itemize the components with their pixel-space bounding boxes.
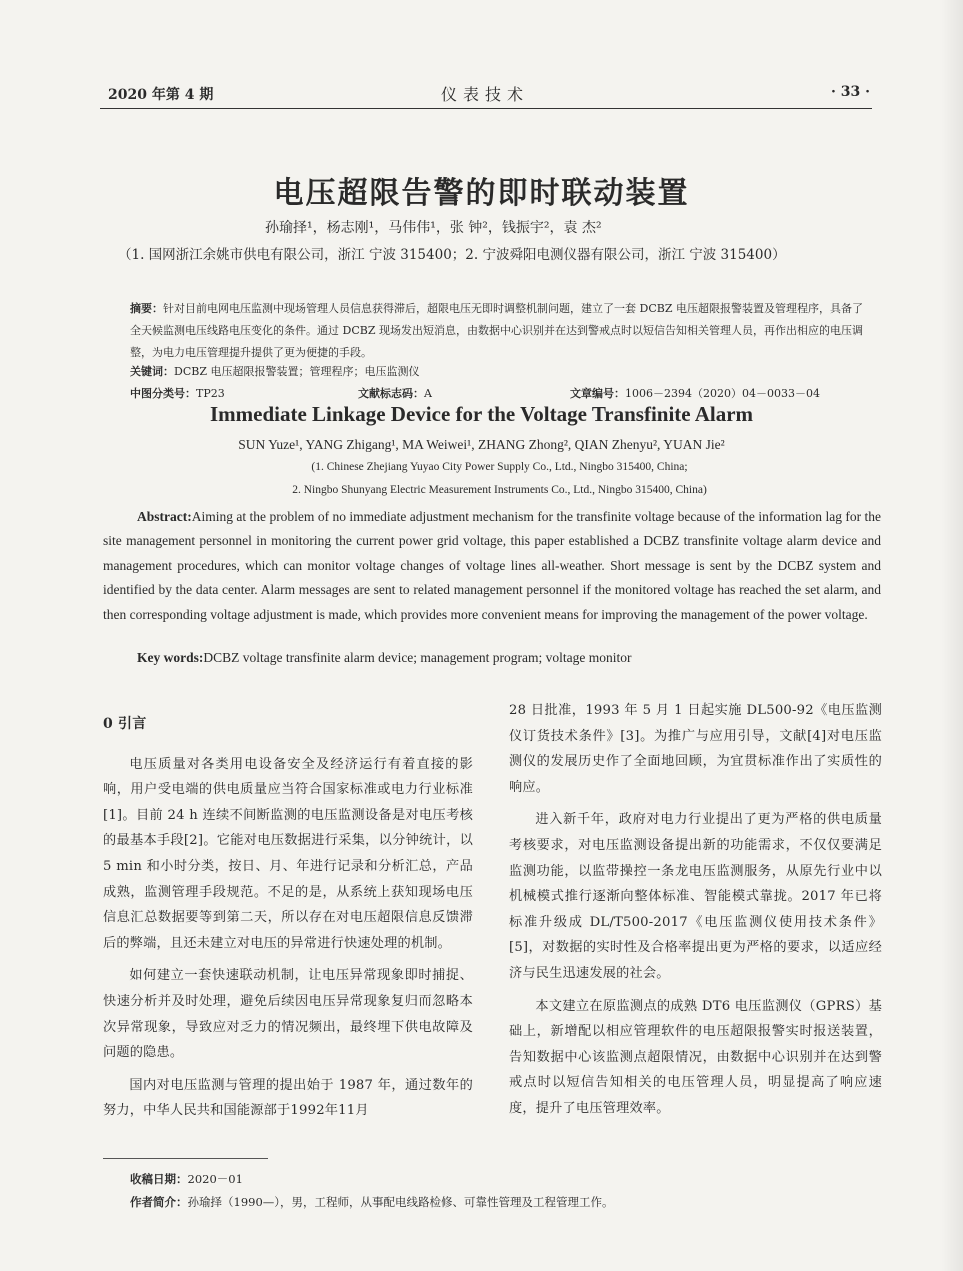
clc-number: 中图分类号：TP23 xyxy=(130,387,225,400)
footnote-divider xyxy=(103,1158,268,1159)
abstract-chinese-text: 针对目前电网电压监测中现场管理人员信息获得滞后，超限电压无即时调整机制问题，建立了一套 DCBZ 电压超限报警装置及管理程序，具备了全天候监测电压线路电压变化的条件。通过 DCBZ 现场发出短消息，由数据中心识别并在达到警戒点时以短信告知相关管理人员，再作出相应的电压调整，为电力电压管理提升提供了更为便捷的手段。 xyxy=(130,302,863,359)
abstract-english-label: Abstract: xyxy=(137,509,192,524)
section-heading: 0 引言 xyxy=(103,716,147,732)
page-number: · 33 · xyxy=(831,84,870,100)
classification-line xyxy=(130,385,870,401)
authors-chinese: 孙瑜择¹，杨志刚¹，马伟伟¹，张 钟²，钱振宇²，袁 杰² xyxy=(265,220,602,236)
header-divider xyxy=(100,108,872,109)
received-date-note: 收稿日期：2020－01 xyxy=(130,1172,243,1186)
body-paragraph: 如何建立一套快速联动机制，让电压异常现象即时捕捉、快速分析并及时处理，避免后续因电压异常现象复归而忽略本次异常现象，导致应对乏力的情况频出，最终埋下供电故障及问题的隐患。 xyxy=(103,968,473,1061)
body-paragraph: 国内对电压监测与管理的提出始于 1987 年，通过数年的努力，中华人民共和国能源部于1992年11月 xyxy=(103,1077,473,1119)
keywords-chinese xyxy=(130,363,870,379)
authors-english: SUN Yuze¹, YANG Zhigang¹, MA Weiwei¹, ZHANG Zhong², QIAN Zhenyu², YUAN Jie² xyxy=(238,437,725,452)
abstract-chinese xyxy=(130,298,870,364)
abstract-english-text: Aiming at the problem of no immediate adjustment mechanism for the transfinite voltage because of the information lag for the site management personnel in monitoring the current power grid voltage, this paper established a DCBZ transfinite voltage alarm device and management procedures, which can monitor voltage changes of voltage lines all-weather. Short message is sent by the DCBZ system and identified by the data center. Alarm messages are sent to related management personnel if the monitored voltage has reached the set alarm, and then corresponding voltage adjustment is made, which provides more convenient means for improving the management of the power voltage. xyxy=(103,509,881,622)
paper-title-chinese: 电压超限告警的即时联动装置 xyxy=(273,176,690,211)
abstract-chinese-label: 摘要： xyxy=(130,302,163,315)
body-paragraph: 28 日批准，1993 年 5 月 1 日起实施 DL500-92《电压监测仪订货技术条件》[3]。为推广与应用引导，文献[4]对电压监测仪的发展历史作了全面地回顾，为宜贯标准作出了实质性的响应。 xyxy=(509,703,882,795)
keywords-english-text: DCBZ voltage transfinite alarm device; management program; voltage monitor xyxy=(203,650,632,665)
body-column-right xyxy=(509,698,882,1129)
affiliation-english-2: 2. Ningbo Shunyang Electric Measurement Instruments Co., Ltd., Ningbo 315400, China) xyxy=(292,484,707,496)
article-number: 文章编号：1006－2394（2020）04－0033－04 xyxy=(570,387,820,400)
keywords-chinese-label: 关键词： xyxy=(130,365,174,378)
abstract-english xyxy=(103,505,881,627)
journal-name: 仪表技术 xyxy=(440,85,529,104)
keywords-english-label: Key words: xyxy=(137,650,204,665)
document-code: 文献标志码：A xyxy=(358,387,432,400)
author-bio-note: 作者简介：孙瑜择（1990—），男，工程师，从事配电线路检修、可靠性管理及工程管理工作。 xyxy=(130,1195,614,1209)
affiliations-chinese: （1. 国网浙江余姚市供电有限公司，浙江 宁波 315400；2. 宁波舜阳电测仪器有限公司，浙江 宁波 315400） xyxy=(118,247,786,263)
paper-title-english: Immediate Linkage Device for the Voltage Transfinite Alarm xyxy=(209,402,754,426)
body-column-left xyxy=(103,712,473,1131)
body-paragraph: 电压质量对各类用电设备安全及经济运行有着直接的影响，用户受电端的供电质量应当符合国家标准或电力行业标准[1]。目前 24 h 连续不间断监测的电压监测设备是对电压考核的最基本手段[2]。它能对电压数据进行采集，以分钟统计，以 5 min 和小时分类，按日、月、年进行记录和分析汇总，产品成熟，监测管理手段规范。不足的是，从系统上获知现场电压信息汇总数据要等到第二天，所以存在对电压超限信息反馈滞后的弊端，且还未建立对电压的异常进行快速处理的机制。 xyxy=(103,756,473,951)
journal-issue: 2020 年第 4 期 xyxy=(108,87,214,103)
keywords-english xyxy=(137,650,877,666)
keywords-chinese-text: DCBZ 电压超限报警装置；管理程序；电压监测仪 xyxy=(174,365,420,378)
affiliation-english-1: (1. Chinese Zhejiang Yuyao City Power Supply Co., Ltd., Ningbo 315400, China; xyxy=(311,461,688,473)
body-paragraph: 本文建立在原监测点的成熟 DT6 电压监测仪（GPRS）基础上，新增配以相应管理软件的电压超限报警实时报送装置，告知数据中心该监测点超限情况，由数据中心识别并在达到警戒点时以短信告知相关的电压管理人员，明显提高了响应速度，提升了电压管理效率。 xyxy=(509,998,882,1116)
running-header xyxy=(100,82,870,108)
body-paragraph: 进入新千年，政府对电力行业提出了更为严格的供电质量考核要求，对电压监测设备提出新的功能需求，不仅仅要满足监测功能，以监带操控一条龙电压监测服务，从原先行业中以机械模式推行逐渐向整体标准、智能模式靠拢。2017 年已将标准升级成 DL/T500-2017《电压监测仪使用技术条件》[5]，对数据的实时性及合格率提出更为严格的要求，以适应经济与民生迅速发展的社会。 xyxy=(509,812,882,981)
